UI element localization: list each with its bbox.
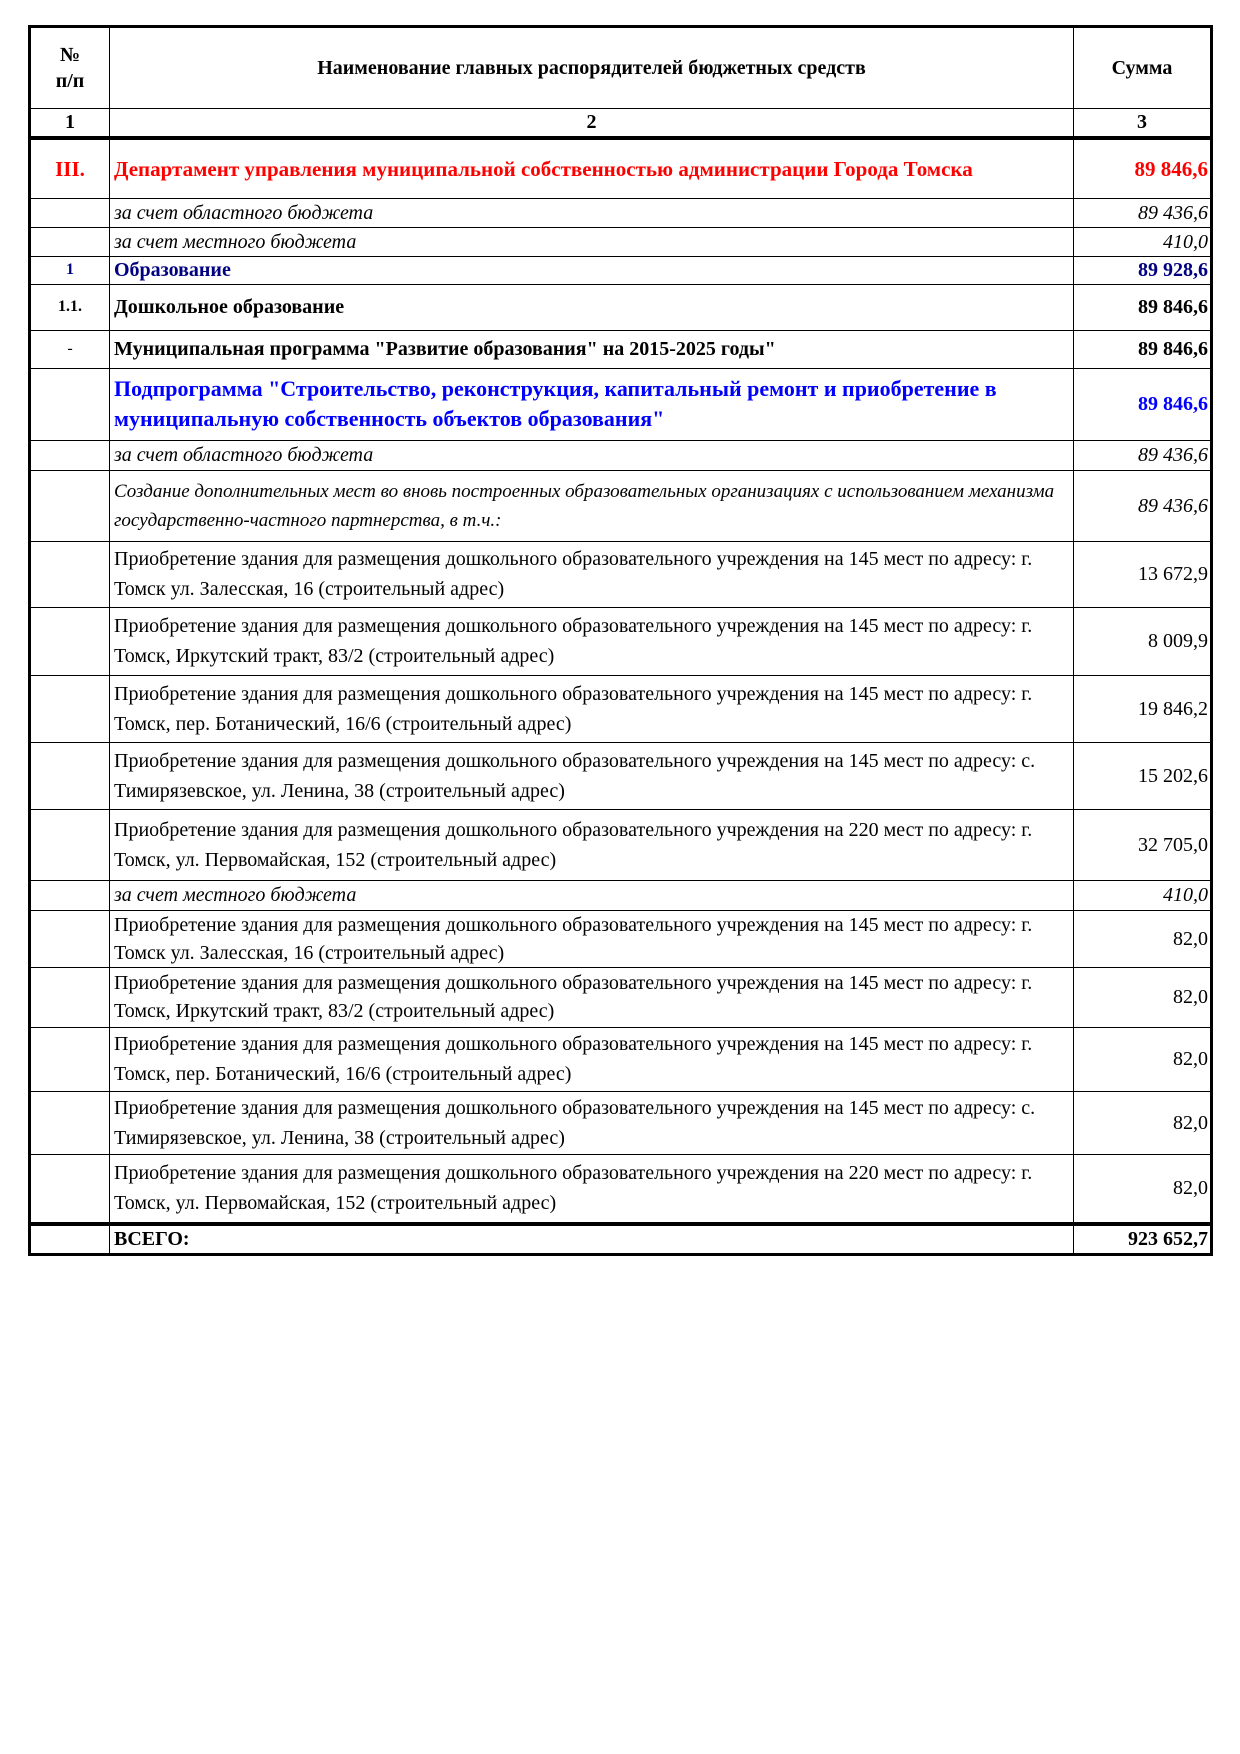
row-num xyxy=(30,470,110,541)
row-num xyxy=(30,368,110,440)
table-row-subsection xyxy=(30,284,1212,330)
column-number: 1 xyxy=(30,109,110,139)
row-name: Приобретение здания для размещения дошкольного образовательного учреждения на 145 мест по адресу: г. Томск, пер. Ботанический, 16/6 (строительный адрес) xyxy=(110,675,1074,742)
total-label: ВСЕГО: xyxy=(110,1224,1074,1254)
row-name: Приобретение здания для размещения дошкольного образовательного учреждения на 145 мест по адресу: с. Тимирязевское, ул. Ленина, 38 (строительный адрес) xyxy=(110,1091,1074,1154)
column-number: 3 xyxy=(1074,109,1212,139)
row-sum: 15 202,6 xyxy=(1074,742,1212,809)
row-num xyxy=(30,880,110,910)
total-row xyxy=(30,1224,1212,1254)
total-sum: 923 652,7 xyxy=(1074,1224,1212,1254)
table-row xyxy=(30,227,1212,256)
row-num xyxy=(30,607,110,675)
table-row-program xyxy=(30,330,1212,368)
row-num: III. xyxy=(30,138,110,198)
row-num xyxy=(30,675,110,742)
row-sum: 89 928,6 xyxy=(1074,256,1212,284)
row-sum: 82,0 xyxy=(1074,1091,1212,1154)
row-sum: 89 436,6 xyxy=(1074,198,1212,227)
row-sum: 89 846,6 xyxy=(1074,284,1212,330)
row-name: Подпрограмма "Строительство, реконструкция, капитальный ремонт и приобретение в муниципальную собственность объектов образования" xyxy=(110,368,1074,440)
row-sum: 410,0 xyxy=(1074,227,1212,256)
header-num xyxy=(30,27,110,109)
row-sum: 32 705,0 xyxy=(1074,809,1212,880)
row-num xyxy=(30,910,110,967)
row-name: Приобретение здания для размещения дошкольного образовательного учреждения на 145 мест по адресу: г. Томск, Иркутский тракт, 83/2 (строительный адрес) xyxy=(110,967,1074,1027)
row-num xyxy=(30,967,110,1027)
row-num xyxy=(30,809,110,880)
row-name: Приобретение здания для размещения дошкольного образовательного учреждения на 220 мест по адресу: г. Томск, ул. Первомайская, 152 (строительный адрес) xyxy=(110,809,1074,880)
row-name: за счет областного бюджета xyxy=(110,440,1074,470)
table-row xyxy=(30,809,1212,880)
row-num: 1 xyxy=(30,256,110,284)
row-name: Приобретение здания для размещения дошкольного образовательного учреждения на 145 мест по адресу: с. Тимирязевское, ул. Ленина, 38 (строительный адрес) xyxy=(110,742,1074,809)
table-row xyxy=(30,1027,1212,1091)
row-sum: 82,0 xyxy=(1074,967,1212,1027)
header-row xyxy=(30,27,1212,109)
header-num-line2: п/п xyxy=(55,70,85,92)
row-num xyxy=(30,742,110,809)
table-row xyxy=(30,880,1212,910)
column-number-row xyxy=(30,109,1212,139)
row-num xyxy=(30,198,110,227)
row-sum: 82,0 xyxy=(1074,1154,1212,1224)
row-name: Департамент управления муниципальной собственностью администрации Города Томска xyxy=(110,138,1074,198)
row-name: Приобретение здания для размещения дошкольного образовательного учреждения на 145 мест по адресу: г. Томск ул. Залесская, 16 (строительный адрес) xyxy=(110,541,1074,607)
header-name: Наименование главных распорядителей бюджетных средств xyxy=(110,27,1074,109)
row-name: Приобретение здания для размещения дошкольного образовательного учреждения на 145 мест по адресу: г. Томск ул. Залесская, 16 (строительный адрес) xyxy=(110,910,1074,967)
row-sum: 410,0 xyxy=(1074,880,1212,910)
table-row xyxy=(30,470,1212,541)
row-num xyxy=(30,440,110,470)
table-row xyxy=(30,1091,1212,1154)
table-row xyxy=(30,198,1212,227)
row-name: за счет областного бюджета xyxy=(110,198,1074,227)
table-row xyxy=(30,742,1212,809)
row-name: за счет местного бюджета xyxy=(110,227,1074,256)
row-sum: 89 846,6 xyxy=(1074,138,1212,198)
table-row xyxy=(30,440,1212,470)
row-sum: 19 846,2 xyxy=(1074,675,1212,742)
row-num xyxy=(30,541,110,607)
row-sum: 89 436,6 xyxy=(1074,440,1212,470)
row-name: Дошкольное образование xyxy=(110,284,1074,330)
table-row-department xyxy=(30,138,1212,198)
table-row-subprogram xyxy=(30,368,1212,440)
row-num xyxy=(30,1091,110,1154)
total-num xyxy=(30,1224,110,1254)
table-row xyxy=(30,910,1212,967)
table-row xyxy=(30,967,1212,1027)
row-num xyxy=(30,1027,110,1091)
budget-table xyxy=(28,25,1213,1256)
row-name: Образование xyxy=(110,256,1074,284)
row-sum: 13 672,9 xyxy=(1074,541,1212,607)
row-sum: 82,0 xyxy=(1074,1027,1212,1091)
row-sum: 89 436,6 xyxy=(1074,470,1212,541)
table-row xyxy=(30,541,1212,607)
column-number: 2 xyxy=(110,109,1074,139)
row-num xyxy=(30,1154,110,1224)
row-name: Приобретение здания для размещения дошкольного образовательного учреждения на 145 мест по адресу: г. Томск, пер. Ботанический, 16/6 (строительный адрес) xyxy=(110,1027,1074,1091)
row-name: Создание дополнительных мест во вновь построенных образовательных организациях с использованием механизма государственно-частного партнерства, в т.ч.: xyxy=(110,470,1074,541)
row-name: за счет местного бюджета xyxy=(110,880,1074,910)
row-name: Приобретение здания для размещения дошкольного образовательного учреждения на 145 мест по адресу: г. Томск, Иркутский тракт, 83/2 (строительный адрес) xyxy=(110,607,1074,675)
table-row-section xyxy=(30,256,1212,284)
header-num-line1: № xyxy=(59,44,81,66)
table-row xyxy=(30,607,1212,675)
row-sum: 89 846,6 xyxy=(1074,368,1212,440)
header-sum: Сумма xyxy=(1074,27,1212,109)
table-row xyxy=(30,675,1212,742)
table-row xyxy=(30,1154,1212,1224)
row-sum: 82,0 xyxy=(1074,910,1212,967)
row-sum: 89 846,6 xyxy=(1074,330,1212,368)
row-name: Муниципальная программа "Развитие образования" на 2015-2025 годы" xyxy=(110,330,1074,368)
row-num: 1.1. xyxy=(30,284,110,330)
row-num xyxy=(30,227,110,256)
row-name: Приобретение здания для размещения дошкольного образовательного учреждения на 220 мест по адресу: г. Томск, ул. Первомайская, 152 (строительный адрес) xyxy=(110,1154,1074,1224)
row-num: - xyxy=(30,330,110,368)
row-sum: 8 009,9 xyxy=(1074,607,1212,675)
